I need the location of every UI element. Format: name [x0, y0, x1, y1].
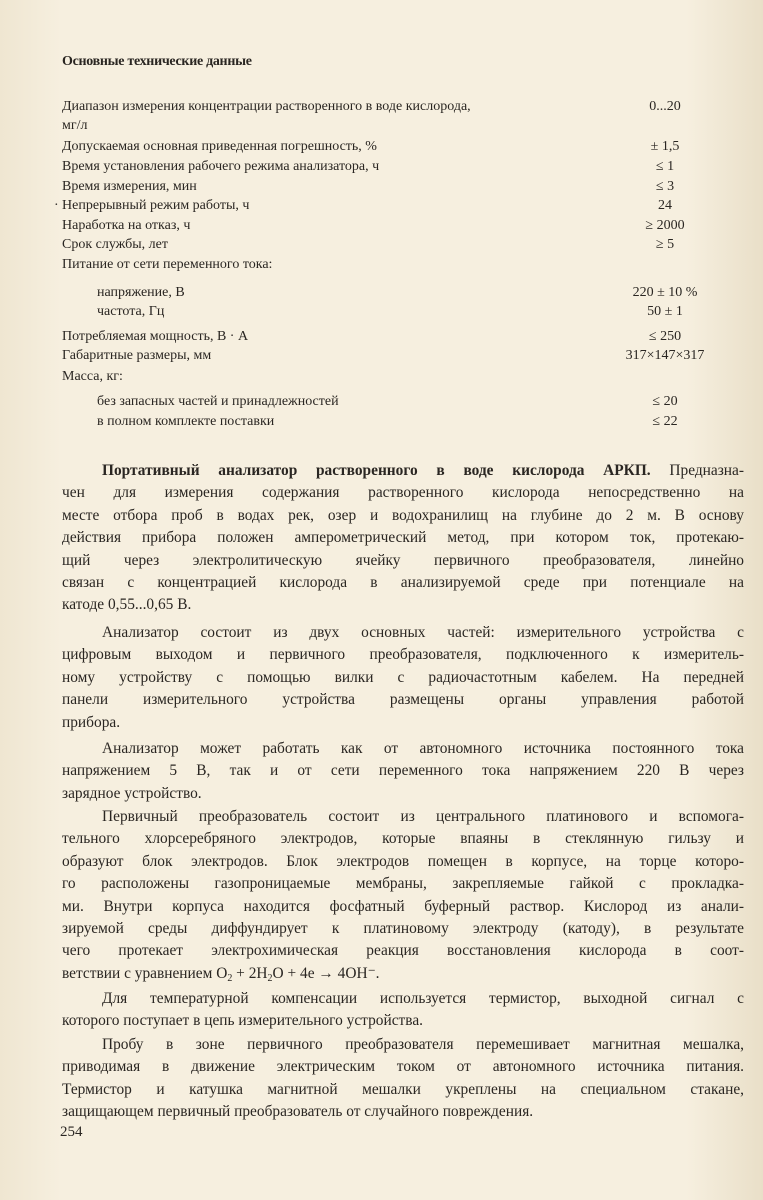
spec-value: ≤ 250	[648, 329, 682, 344]
spec-label: Допускаемая основная приведенная погрешность, %	[62, 139, 377, 154]
spec-label: Срок службы, лет	[62, 237, 168, 252]
spec-label: Питание от сети переменного тока:	[62, 257, 273, 272]
spec-label: Время измерения, мин	[62, 179, 197, 194]
spec-label-continued: мг/л	[62, 118, 88, 133]
spec-value: 220 ± 10 %	[632, 285, 698, 300]
paragraph-thermistor: Для температурной компенсации используется термистор, выходной сигнал с которого поступает в цепь измерительного устройства.	[62, 990, 744, 1030]
spec-label: Потребляемая мощность, В · А	[62, 329, 249, 344]
paragraph-analyzer-intro: Портативный анализатор растворенного в воде кислорода АРКП. Предназна- чен для измерения содержания растворенного кислорода непосредственно на месте отбора проб в водах рек, озер и водохранилищ на глубине до 2 м. В основу действия прибора положен амперометрический метод, при котором ток, протекаю- щий через электролитическую ячейку первичного преобразователя, линейно связан с концентрацией кислорода в анализируемой среде при потенциале на катоде 0,55...0,65 В.	[62, 462, 744, 614]
spec-label: Время установления рабочего режима анализатора, ч	[62, 159, 380, 174]
analyzer-title: Портативный анализатор растворенного в воде кислорода АРКП.	[102, 462, 651, 479]
spec-label: Непрерывный режим работы, ч	[62, 198, 250, 213]
spec-label: Диапазон измерения концентрации растворенного в воде кислорода,	[62, 99, 471, 114]
spec-value: ≥ 5	[655, 237, 675, 252]
reaction-equation-line: ветствии с уравнением $O_2 + 2H_2O + 4e \to 4OH^-$.	[62, 964, 380, 984]
spec-label: частота, Гц	[97, 304, 165, 319]
spec-value: ≤ 20	[652, 394, 678, 409]
page-number: 254	[60, 1124, 83, 1140]
paragraph-stirrer: Пробу в зоне первичного преобразователя перемешивает магнитная мешалка, приводимая в движение электрическим током от автономного источника питания. Термистор и катушка магнитной мешалки укреплены на специальном стакане, защищающем первичный преобразователь от случайного повреждения.	[62, 1036, 744, 1121]
spec-label: Масса, кг:	[62, 369, 123, 384]
spec-label: Наработка на отказ, ч	[62, 218, 191, 233]
section-heading: Основные технические данные	[62, 54, 252, 69]
paragraph-primary-converter: Первичный преобразователь состоит из центрального платинового и вспомога- тельного хлорсеребряного электродов, которые впаяны в стеклянную гильзу и образуют блок электродов. Блок электродов помещен в корпусе, на торце которо- го расположены газопроницаемые мембраны, закрепляемые гайкой с прокладка- ми. Внутри корпуса находится фосфатный буферный раствор. Кислород из анали- зируемой среды диффундирует к платиновому электроду (катоду), в результате чего протекает электрохимическая реакция восстановления кислорода в соот- ветствии с уравнением $O_2 + 2H_2O + 4e \to 4OH^-$.	[62, 808, 744, 984]
spec-value: 50 ± 1	[647, 304, 683, 319]
spec-value: ≤ 3	[655, 179, 675, 194]
spec-value: ≥ 2000	[645, 218, 685, 233]
stray-dot-mark: ·	[54, 198, 59, 213]
spec-label: напряжение, В	[97, 285, 185, 300]
spec-label: в полном комплекте поставки	[97, 414, 275, 429]
spec-value: 24	[658, 198, 672, 213]
spec-value: 0...20	[649, 99, 681, 114]
paragraph-analyzer-parts: Анализатор состоит из двух основных частей: измерительного устройства с цифровым выходом и первичного преобразователя, подключенного к измеритель- ному устройству с помощью вилки с радиочастотным кабелем. На передней панели измерительного устройства размещены органы управления работой прибора.	[62, 624, 744, 731]
spec-label: Габаритные размеры, мм	[62, 348, 212, 363]
paragraph-power-supply: Анализатор может работать как от автономного источника постоянного тока напряжением 5 В, так и от сети переменного тока напряжением 220 В через зарядное устройство.	[62, 740, 744, 802]
spec-label: без запасных частей и принадлежностей	[97, 394, 339, 409]
spec-value: 317×147×317	[625, 348, 705, 363]
spec-value: ≤ 22	[652, 414, 678, 429]
spec-value: ± 1,5	[650, 139, 680, 154]
spec-value: ≤ 1	[655, 159, 675, 174]
